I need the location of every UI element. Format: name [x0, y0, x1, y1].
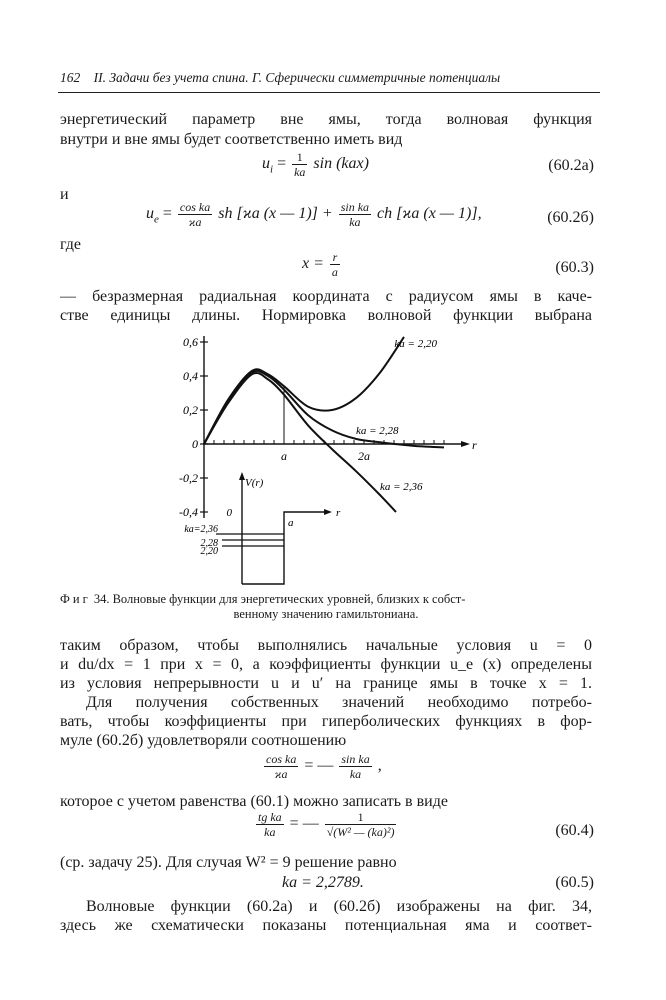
- inset-zero-label: 0: [226, 507, 232, 519]
- r-axis-label: r: [472, 438, 477, 452]
- text-line: муле (60.2б) удовлетворяли соотношению: [60, 732, 347, 749]
- text-line: таким образом, чтобы выполнялись начальные условия u = 0: [60, 637, 592, 654]
- text-line: из условия непрерывности u и u′ на границе ямы в точке x = 1.: [60, 675, 592, 692]
- equation-number: (60.4): [555, 822, 594, 839]
- header-rule: [58, 92, 600, 93]
- text-line: и: [60, 186, 69, 203]
- figure-34: [160, 328, 500, 590]
- equation-60-4: $\frac{\text{tg ka}}{ka}$ = — $\frac{1}{\text{√(W² — (ka)²)}}$: [258, 810, 395, 839]
- equation-number: (60.3): [555, 259, 594, 276]
- equation-60-2a: $u_i$ = $\frac{1}{ka}$ sin (kax): [262, 150, 369, 179]
- text-line: где: [60, 236, 82, 253]
- text-line: которое с учетом равенства (60.1) можно записать в виде: [60, 793, 448, 810]
- page-number: 162: [60, 70, 81, 85]
- x-tick-label: a: [281, 449, 287, 463]
- x-axis-arrow: [461, 441, 470, 447]
- inset-a-label: a: [288, 517, 294, 529]
- text-line: внутри и вне ямы будет соответственно иметь вид: [60, 131, 403, 148]
- text-line: Волновые функции (60.2а) и (60.2б) изображены на фиг. 34,: [86, 898, 592, 915]
- equation-number: (60.2а): [548, 157, 594, 174]
- curve-label: ka = 2,20: [394, 338, 437, 351]
- equation-number: (60.5): [555, 874, 594, 891]
- equation-60-2b: $u_e$ = $\frac{\text{cos ka}}{ϰa}$ sh [ϰa (x — 1)] + $\frac{\text{sin ka}}{ka}$ ch [ϰa (x — 1)],: [146, 200, 482, 229]
- inset-v-label: V(r): [245, 477, 264, 489]
- plot-labels: [179, 335, 477, 519]
- curve-label: ka = 2,36: [380, 480, 423, 493]
- x-tick-label: 2a: [358, 449, 370, 463]
- y-tick-label: 0,4: [183, 369, 198, 383]
- y-tick-label: -0,4: [179, 505, 198, 519]
- inset-r-arrow: [324, 509, 332, 515]
- text-line: стве единицы длины. Нормировка волновой функции выбрана: [60, 307, 592, 324]
- equation-60-5: ka = 2,2789.: [282, 874, 364, 891]
- inset-r-label: r: [336, 507, 341, 519]
- plot-axes: [200, 336, 470, 518]
- y-tick-label: -0,2: [179, 471, 198, 485]
- equation-60-3: x = $\frac{r}{a}$: [302, 250, 338, 279]
- potential-well-outline: [242, 512, 324, 584]
- level-label: 2,20: [200, 546, 218, 557]
- potential-well-inset: [184, 472, 341, 584]
- y-tick-label: 0,6: [183, 335, 198, 349]
- y-tick-label: 0: [192, 437, 198, 451]
- text-line: и du/dx = 1 при x = 0, а коэффициенты функции u_e (x) определены: [60, 656, 592, 673]
- running-title: II. Задачи без учета спина. Г. Сферически симметричные потенциалы: [93, 70, 501, 85]
- y-tick-label: 0,2: [183, 403, 198, 417]
- curve-label: ka = 2,28: [356, 424, 399, 437]
- text-line: энергетический параметр вне ямы, тогда волновая функция: [60, 111, 592, 128]
- equation-condition: $\frac{\text{cos ka}}{ϰa}$ = — $\frac{\text{sin ka}}{ka}$ ,: [266, 752, 382, 781]
- figure-caption: Фиг 34. Волновые функции для энергетических уровней, близких к собст- венному значению гамильтониана.: [60, 592, 466, 621]
- equation-number: (60.2б): [547, 209, 594, 226]
- text-line: — безразмерная радиальная координата с радиусом ямы в каче-: [60, 288, 592, 305]
- level-label: ka=2,36: [184, 524, 218, 535]
- text-line: здесь же схематически показаны потенциальная яма и соответ-: [60, 917, 592, 934]
- text-line: Для получения собственных значений необходимо потребо-: [86, 694, 592, 711]
- text-line: (ср. задачу 25). Для случая W² = 9 решение равно: [60, 854, 397, 871]
- running-header: [60, 70, 600, 86]
- level-label: 2,28: [200, 538, 218, 549]
- text-line: вать, чтобы коэффициенты при гиперболических функциях в фор-: [60, 713, 592, 730]
